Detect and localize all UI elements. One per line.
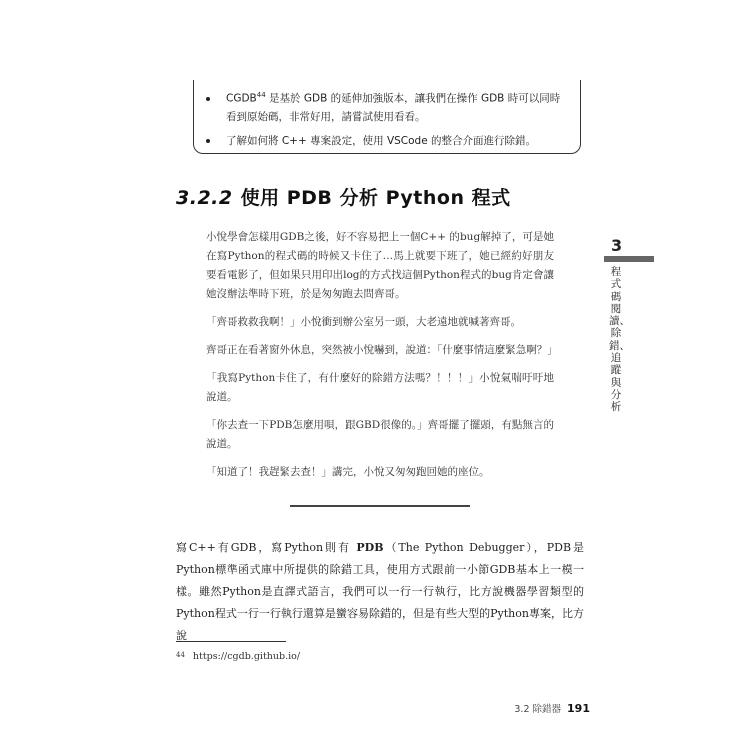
- footnote-number: 44: [176, 651, 185, 659]
- page-number: 191: [567, 702, 590, 715]
- section-number: 3.2.2: [176, 187, 233, 209]
- story-paragraph: 齊哥正在看著窗外休息，突然被小悅嚇到，說道：「什麼事情這麼緊急啊？」: [206, 344, 558, 356]
- story-paragraph: 「知道了！我趕緊去查！」講完，小悅又匆匆跑回她的座位。: [206, 466, 490, 478]
- story-paragraph: 「齊哥救救我啊！」小悅衝到辦公室另一頭，大老遠地就喊著齊哥。: [206, 316, 521, 328]
- tip-item-cgdb-name: CGDB: [226, 92, 257, 105]
- tip-item-cgdb: [220, 86, 570, 126]
- body-text-part: （The Python Debugger），PDB是Python標準函式庫中所提供的除錯工具，使用方式跟前一小節GDB基本上一模一樣。雖然Python是直譯式語言，我們可以一行一行執行，比方說機器學習類型的Python程式一行一行執行還算是蠻容易除錯的，但是有些大型的Python專案，比方說: [176, 541, 584, 642]
- footnote-ref: 44: [256, 91, 266, 99]
- chapter-title: 程式碼閱讀、除錯、追蹤與分析: [609, 266, 630, 414]
- story-paragraph: 「我寫Python卡住了，有什麼好的除錯方法嗎？！！！」小悅氣喘吁吁地說道。: [206, 372, 554, 403]
- tip-list: [206, 86, 570, 150]
- footnote: [176, 651, 300, 662]
- pdb-term: PDB: [356, 541, 384, 554]
- section-divider: [290, 505, 470, 507]
- chapter-number: 3: [611, 236, 623, 255]
- tip-item-cgdb-text: 是基於 GDB 的延伸加強版本，讓我們在操作 GDB 時可以同時看到原始碼，非常好用，請嘗試使用看看。: [226, 92, 561, 123]
- footnote-rule: [176, 641, 286, 642]
- tip-item-vscode: • 了解如何將 C++ 專案設定，使用 VSCode 的整合介面進行除錯。: [220, 131, 570, 150]
- chapter-tab-bar: [604, 256, 654, 262]
- footnote-url: https://cgdb.github.io/: [192, 651, 301, 662]
- story-paragraph: 小悅學會怎樣用GDB之後，好不容易把上一個C++ 的bug解掉了，可是她在寫Python的程式碼的時候又卡住了…馬上就要下班了，她已經約好朋友要看電影了，但如果只用印出log的方式找這個Python程式的bug肯定會讓她沒辦法準時下班，於是匆匆跑去問齊哥。: [206, 231, 554, 300]
- page-footer: [514, 701, 590, 715]
- story-block: [206, 228, 558, 491]
- story-paragraph: 「你去查一下PDB怎麼用唄，跟GBD很像的。」齊哥擺了擺頭，有點無言的說道。: [206, 419, 554, 450]
- body-text: [176, 537, 584, 647]
- body-text-part: 寫C++有GDB，寫Python則有: [176, 541, 351, 554]
- body-paragraph: [176, 537, 584, 647]
- running-footer-section: 3.2 除錯器: [514, 704, 562, 715]
- section-heading: [176, 183, 511, 210]
- tip-box: [193, 80, 581, 154]
- section-title: 使用 PDB 分析 Python 程式: [240, 187, 511, 209]
